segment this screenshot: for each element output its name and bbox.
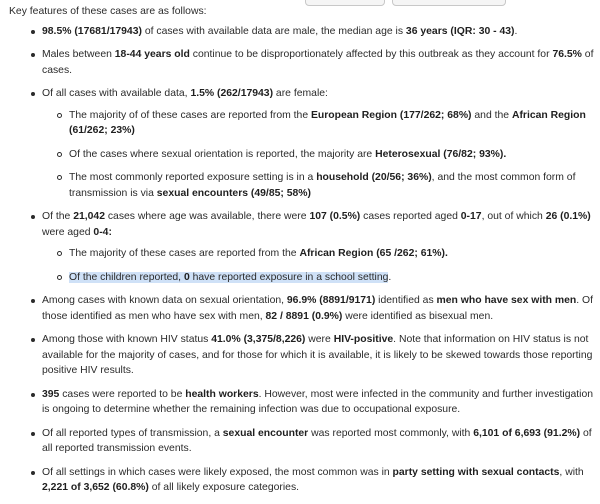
bold-text: 96.9% (8891/9171)	[286, 295, 376, 306]
list-item	[9, 387, 594, 418]
text-run: continue to be disproportionately affected by this outbreak as they account for	[189, 49, 553, 60]
sub-list-item	[42, 246, 594, 262]
list-item	[9, 24, 594, 40]
text-run: . However, most were infected in the community and further investigation is ongoing to determine whether the remaining infection was due to occupational exposure.	[42, 388, 594, 415]
text-run: Of all settings in which cases were likely exposed, the most common was in	[42, 466, 393, 478]
sub-list-item-text	[69, 110, 586, 137]
sub-list-item-text	[69, 248, 448, 259]
text-run: of cases.	[42, 49, 594, 76]
text-run: of all likely exposure categories.	[148, 482, 300, 493]
text-run: Of all cases with available data,	[42, 88, 191, 99]
text-run: Among cases with known data on sexual orientation,	[42, 295, 287, 306]
list-item	[9, 86, 594, 201]
text-run: The most commonly reported exposure setting is in a	[69, 172, 317, 183]
bold-text: 0-17	[460, 211, 482, 222]
text-run: , with	[559, 466, 584, 478]
text-run: of all reported transmission events.	[42, 427, 592, 454]
bold-text: men who have sex with men	[436, 295, 577, 306]
text-run: of cases with available data are male, the median age is	[141, 25, 406, 37]
text-run: Among those with known HIV status	[42, 334, 212, 345]
text-run: and the	[471, 109, 512, 121]
text-run: Of the	[42, 211, 74, 222]
list-item	[9, 47, 594, 78]
sub-list-item	[42, 270, 594, 286]
bold-text: 6,101 of 6,693 (91.2%)	[473, 427, 581, 439]
bold-text: 1.5% (262/17943)	[190, 88, 274, 99]
bold-text: European Region (177/262; 68%)	[310, 109, 472, 121]
list-item-text	[42, 334, 592, 376]
bold-text: 18-44 years old	[114, 49, 190, 60]
text-run: . Note that information on HIV status is not available for the majority of cases, and for those for which it is available, it is likely to be skewed towards those reporting positive HIV results.	[42, 334, 593, 376]
bold-text: 41.0% (3,375/8,226)	[211, 334, 306, 345]
list-item-text	[42, 26, 517, 37]
document-body	[9, 4, 594, 504]
text-run: was reported most commonly, with	[308, 427, 474, 439]
bold-text: household (20/56; 36%)	[316, 172, 432, 183]
text-run: were	[305, 334, 334, 345]
list-item	[9, 293, 594, 324]
text-run: cases reported aged	[360, 211, 461, 222]
sub-list-item-text	[69, 149, 506, 160]
intro-text: Key features of these cases are as follows:	[9, 6, 207, 17]
sub-list-item	[42, 108, 594, 139]
text-run: Of the children reported,	[69, 271, 184, 283]
bold-text: HIV-positive	[333, 334, 394, 345]
bold-text: sexual encounter	[222, 427, 309, 439]
text-run: .	[514, 25, 518, 37]
list-item-text	[42, 389, 593, 416]
text-run: were identified as bisexual men.	[342, 310, 494, 322]
text-run: were aged	[42, 226, 94, 238]
key-features-list	[9, 24, 594, 496]
bold-text: sexual encounters (49/85; 58%)	[156, 187, 311, 199]
list-item-text	[42, 428, 592, 455]
list-item-text	[42, 49, 593, 76]
bold-text: Heterosexual (76/82; 93%).	[375, 148, 507, 160]
sub-list	[42, 246, 594, 285]
bold-text: 36 years (IQR: 30 - 43)	[405, 25, 515, 37]
list-item	[9, 209, 594, 285]
bold-text: 395	[42, 388, 60, 400]
bold-text: 76.5%	[552, 49, 582, 60]
text-selection-highlight[interactable]	[69, 272, 388, 283]
text-run: .	[388, 271, 392, 283]
text-run: , and the most common form of transmission is via	[69, 172, 576, 199]
bold-text: 26 (0.1%)	[545, 211, 591, 222]
text-run: Of the cases where sexual orientation is reported, the majority are	[69, 148, 376, 160]
text-run: cases where age was available, there were	[104, 211, 310, 222]
text-run: Of all reported types of transmission, a	[42, 427, 223, 439]
list-item-text	[42, 88, 328, 99]
bold-text: African Region (61/262; 23%)	[69, 109, 586, 136]
sub-list-item	[42, 147, 594, 163]
text-run: The majority of these cases are reported from the	[69, 248, 300, 259]
text-run: Males between	[42, 49, 115, 60]
text-run: are female:	[273, 88, 328, 99]
bold-text: 21,042	[73, 211, 105, 222]
list-item	[9, 465, 594, 496]
bold-text: 107 (0.5%)	[309, 211, 361, 222]
bold-text: health workers	[185, 388, 259, 400]
list-item-text	[42, 295, 593, 322]
bold-text: 2,221 of 3,652 (60.8%)	[42, 482, 149, 493]
text-run: The majority of of these cases are reported from the	[69, 109, 311, 121]
highlighted-selection	[69, 272, 391, 283]
text-run: have reported exposure in a school setting	[189, 271, 389, 283]
list-item	[9, 426, 594, 457]
bold-text: party setting with sexual contacts	[392, 466, 560, 478]
text-run: , out of which	[481, 211, 546, 222]
list-item-text	[42, 211, 591, 238]
sub-list	[42, 108, 594, 202]
bold-text: 82 / 8891 (0.9%)	[265, 310, 343, 322]
text-run: . Of those identified as men who have sex with men,	[42, 295, 594, 322]
bold-text: 98.5% (17681/17943)	[42, 25, 142, 37]
bold-text: 0-4:	[93, 226, 112, 238]
text-run: cases were reported to be	[59, 388, 186, 400]
list-item	[9, 332, 594, 379]
sub-list-item	[42, 170, 594, 201]
bold-text: 0	[183, 271, 190, 283]
text-run: identified as	[375, 295, 437, 306]
bold-text: African Region (65 /262; 61%).	[299, 248, 448, 259]
list-item-text	[42, 467, 584, 494]
sub-list-item-text	[69, 172, 575, 199]
